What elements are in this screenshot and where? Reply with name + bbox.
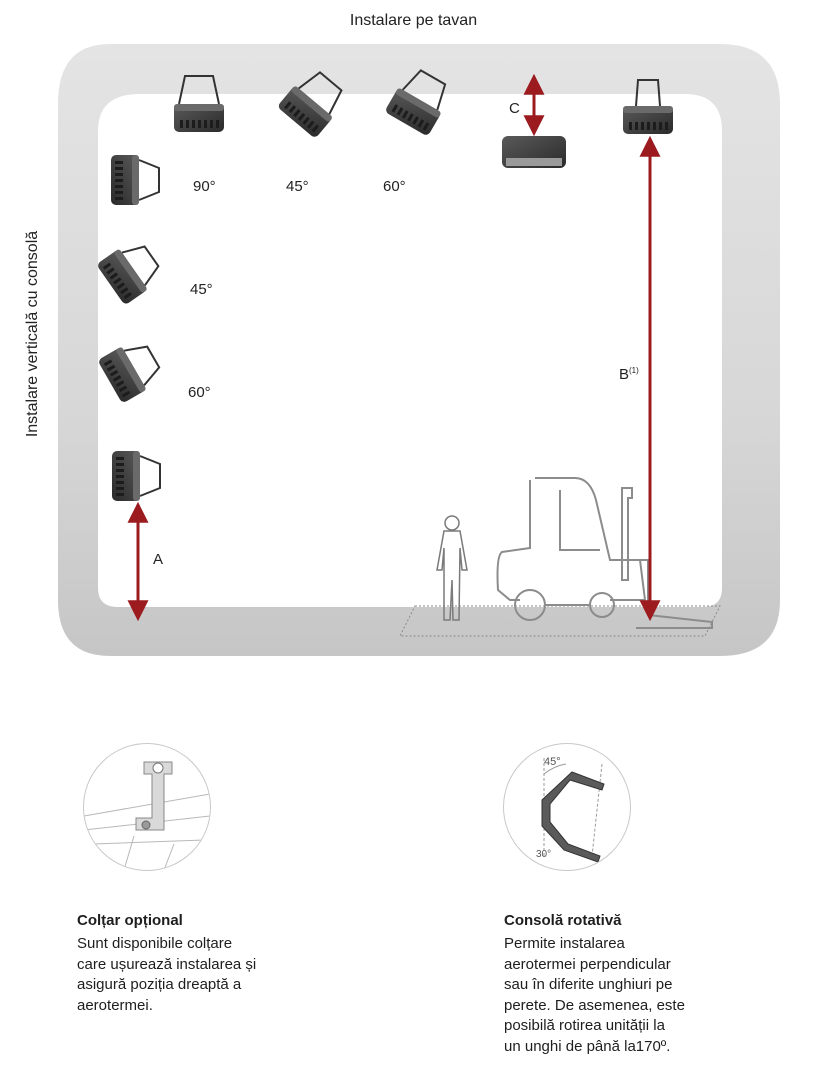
ceiling-installation-title: Instalare pe tavan [349, 12, 478, 29]
ceiling-angle-60-label: 60° [383, 178, 406, 195]
corner-bracket-image [83, 743, 211, 871]
dimension-b-label: $B^{(1)}$ [619, 366, 639, 383]
ceiling-angle-90-label: 90° [193, 178, 216, 195]
corner-bracket-title: Colțar opțional [77, 912, 183, 929]
wall-angle-60-label: 60° [188, 384, 211, 401]
wall-installation-title: Instalare verticală cu consolă [24, 230, 41, 438]
rotating-bracket-title: Consolă rotativă [504, 912, 622, 929]
rotating-bracket-angle-top: 45° [544, 756, 561, 768]
rotating-bracket-description: Permite instalarea aerotermei perpendicular sau în diferite unghiuri pe perete. De asemenea, este posibilă rotirea unității la un unghi de până la170º. [504, 935, 685, 1055]
wall-angle-45-label: 45° [190, 281, 213, 298]
dimension-c-label: C [509, 100, 520, 117]
corner-bracket-description: Sunt disponibile colțare care ușurează instalarea și asigură poziția dreaptă a aerotermei. [77, 935, 257, 1014]
dimension-a-label: A [153, 551, 164, 568]
rotating-bracket-image [503, 743, 631, 871]
rotating-bracket-angle-bottom: 30° [536, 849, 552, 860]
ceiling-heater-suspended-icon [502, 136, 566, 168]
ceiling-angle-45-label: 45° [286, 178, 309, 195]
dimension-b-footnote: (1) [629, 366, 639, 375]
